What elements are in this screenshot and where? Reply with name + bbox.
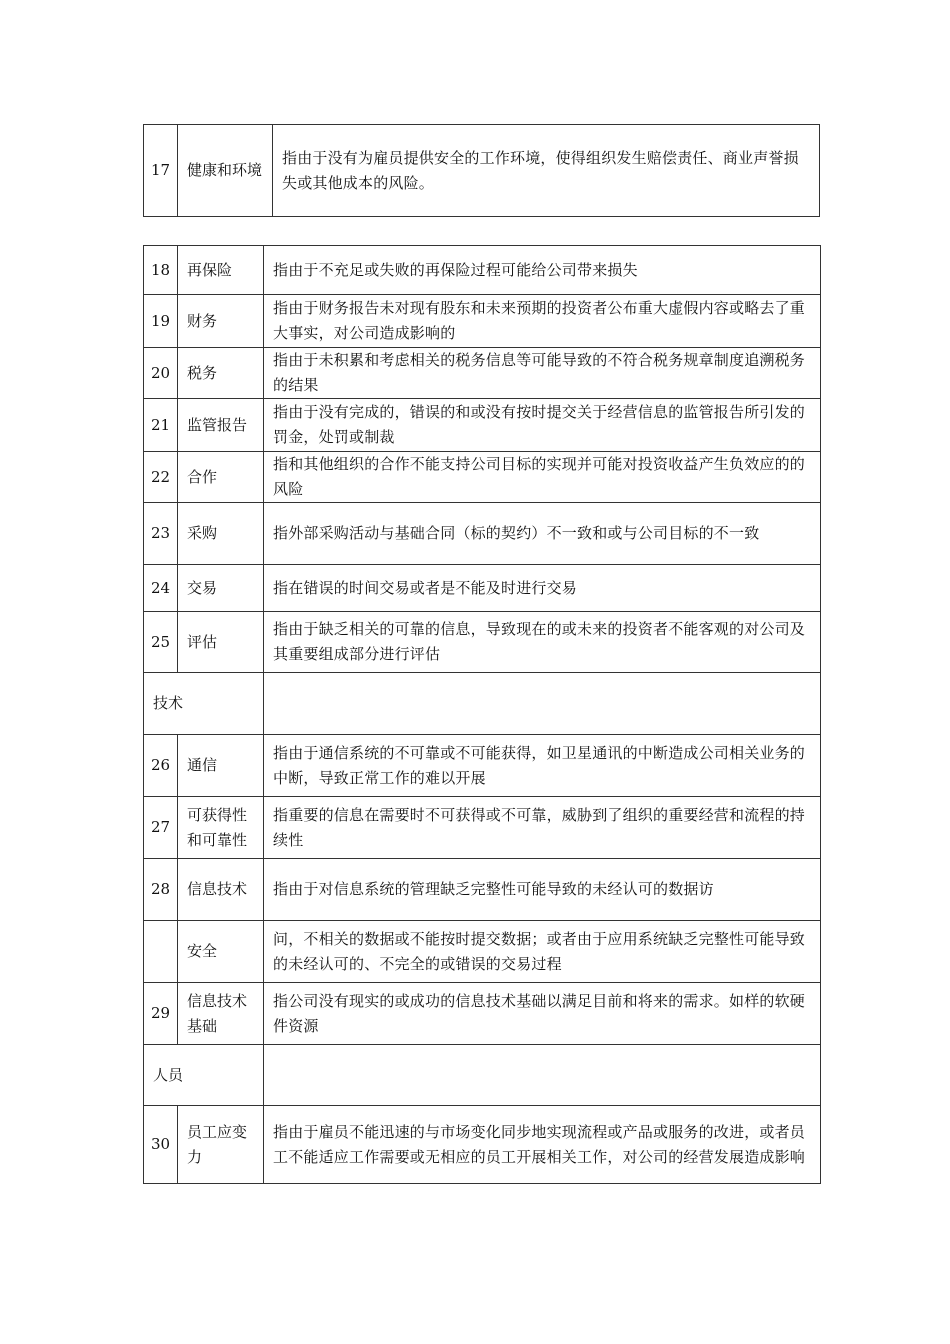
risk-category: 评估 bbox=[178, 612, 264, 673]
risk-table-part-1 bbox=[143, 124, 820, 217]
risk-description: 指外部采购活动与基础合同（标的契约）不一致和或与公司目标的不一致 bbox=[264, 503, 821, 565]
risk-description: 指由于通信系统的不可靠或不可能获得，如卫星通讯的中断造成公司相关业务的中断，导致正常工作的难以开展 bbox=[264, 735, 821, 797]
section-title: 人员 bbox=[144, 1045, 264, 1106]
table-row bbox=[144, 125, 820, 217]
table-row bbox=[144, 612, 821, 673]
risk-description: 指和其他组织的合作不能支持公司目标的实现并可能对投资收益产生负效应的的风险 bbox=[264, 452, 821, 503]
table-row bbox=[144, 859, 821, 921]
row-number: 17 bbox=[144, 125, 178, 217]
row-number bbox=[144, 921, 178, 983]
table-row bbox=[144, 503, 821, 565]
risk-category: 可获得性和可靠性 bbox=[178, 797, 264, 859]
risk-description: 指由于未积累和考虑相关的税务信息等可能导致的不符合税务规章制度追溯税务的结果 bbox=[264, 348, 821, 399]
risk-description: 指由于雇员不能迅速的与市场变化同步地实现流程或产品或服务的改进，或者员工不能适应工作需要或无相应的员工开展相关工作，对公司的经营发展造成影响 bbox=[264, 1106, 821, 1184]
risk-description: 指由于不充足或失败的再保险过程可能给公司带来损失 bbox=[264, 246, 821, 295]
risk-category: 信息技术 bbox=[178, 859, 264, 921]
row-number: 25 bbox=[144, 612, 178, 673]
row-number: 30 bbox=[144, 1106, 178, 1184]
row-number: 18 bbox=[144, 246, 178, 295]
row-number: 29 bbox=[144, 983, 178, 1045]
risk-description: 指在错误的时间交易或者是不能及时进行交易 bbox=[264, 565, 821, 612]
section-empty-cell bbox=[264, 673, 821, 735]
row-number: 23 bbox=[144, 503, 178, 565]
table-row bbox=[144, 348, 821, 399]
risk-category: 监管报告 bbox=[178, 399, 264, 452]
table-row bbox=[144, 921, 821, 983]
row-number: 22 bbox=[144, 452, 178, 503]
risk-category: 财务 bbox=[178, 295, 264, 348]
risk-table-part-2 bbox=[143, 245, 821, 1184]
table-row bbox=[144, 1106, 821, 1184]
table-row bbox=[144, 246, 821, 295]
risk-description: 指由于财务报告未对现有股东和未来预期的投资者公布重大虚假内容或略去了重大事实，对公司造成影响的 bbox=[264, 295, 821, 348]
table-row bbox=[144, 295, 821, 348]
risk-category: 安全 bbox=[178, 921, 264, 983]
table-row bbox=[144, 983, 821, 1045]
section-empty-cell bbox=[264, 1045, 821, 1106]
risk-category: 税务 bbox=[178, 348, 264, 399]
row-number: 20 bbox=[144, 348, 178, 399]
risk-description: 指由于没有为雇员提供安全的工作环境，使得组织发生赔偿责任、商业声誉损失或其他成本的风险。 bbox=[273, 125, 820, 217]
section-row bbox=[144, 1045, 821, 1106]
risk-category: 健康和环境 bbox=[178, 125, 273, 217]
table-row bbox=[144, 735, 821, 797]
risk-category: 信息技术基础 bbox=[178, 983, 264, 1045]
table-row bbox=[144, 797, 821, 859]
risk-category: 再保险 bbox=[178, 246, 264, 295]
row-number: 24 bbox=[144, 565, 178, 612]
risk-description: 指重要的信息在需要时不可获得或不可靠，威胁到了组织的重要经营和流程的持续性 bbox=[264, 797, 821, 859]
risk-category: 交易 bbox=[178, 565, 264, 612]
risk-description: 指公司没有现实的或成功的信息技术基础以满足目前和将来的需求。如样的软硬件资源 bbox=[264, 983, 821, 1045]
risk-description: 指由于没有完成的，错误的和或没有按时提交关于经营信息的监管报告所引发的罚金，处罚或制裁 bbox=[264, 399, 821, 452]
row-number: 26 bbox=[144, 735, 178, 797]
risk-category: 员工应变力 bbox=[178, 1106, 264, 1184]
risk-category: 合作 bbox=[178, 452, 264, 503]
table-row bbox=[144, 452, 821, 503]
row-number: 27 bbox=[144, 797, 178, 859]
row-number: 21 bbox=[144, 399, 178, 452]
risk-category: 通信 bbox=[178, 735, 264, 797]
risk-category: 采购 bbox=[178, 503, 264, 565]
section-row bbox=[144, 673, 821, 735]
table-row bbox=[144, 399, 821, 452]
risk-description: 指由于缺乏相关的可靠的信息，导致现在的或未来的投资者不能客观的对公司及其重要组成部分进行评估 bbox=[264, 612, 821, 673]
risk-description: 指由于对信息系统的管理缺乏完整性可能导致的未经认可的数据访 bbox=[264, 859, 821, 921]
risk-description: 问，不相关的数据或不能按时提交数据；或者由于应用系统缺乏完整性可能导致的未经认可的、不完全的或错误的交易过程 bbox=[264, 921, 821, 983]
row-number: 28 bbox=[144, 859, 178, 921]
section-title: 技术 bbox=[144, 673, 264, 735]
table-row bbox=[144, 565, 821, 612]
row-number: 19 bbox=[144, 295, 178, 348]
